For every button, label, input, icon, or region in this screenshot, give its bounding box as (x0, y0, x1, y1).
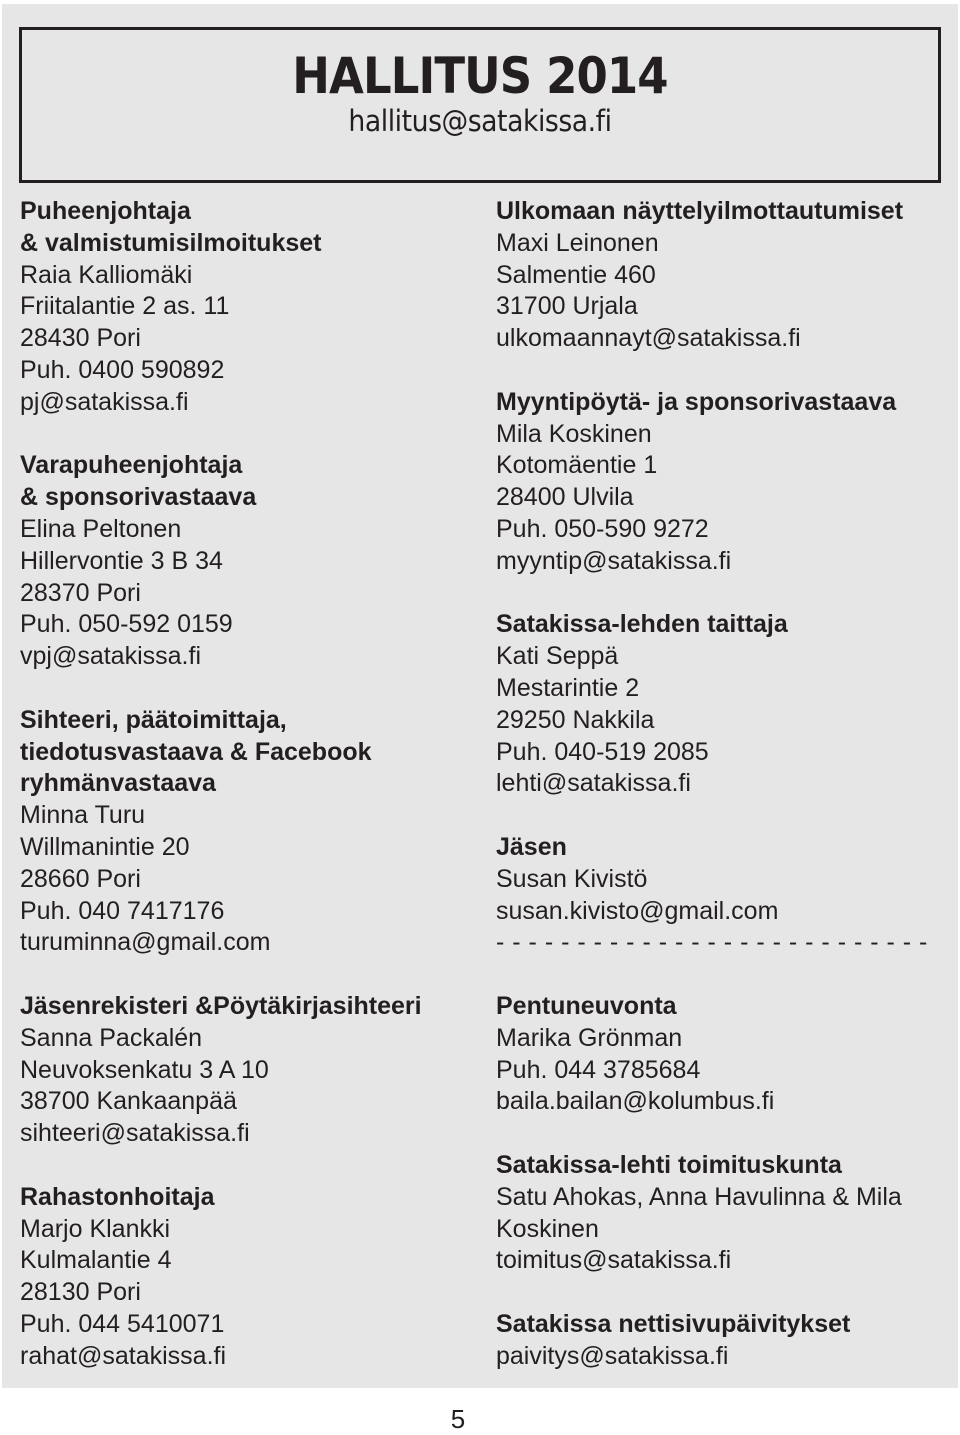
contact-email: paivitys@satakissa.fi (496, 1341, 729, 1370)
contact-city: 29250 Nakkila (496, 705, 655, 734)
contact-city: 28370 Pori (20, 578, 141, 607)
role-label: Rahastonhoitaja (20, 1182, 215, 1211)
contact-name: Elina Peltonen (20, 514, 182, 543)
contact-phone: Puh. 050-592 0159 (20, 610, 233, 639)
role-label: Satakissa nettisivupäivitykset (496, 1309, 851, 1338)
contact-layout-editor (496, 609, 936, 800)
contact-name: Marjo Klankki (20, 1214, 171, 1243)
contact-names: Satu Ahokas, Anna Havulinna & Mila (496, 1182, 902, 1211)
contact-chair (20, 196, 470, 419)
contact-name: Minna Turu (20, 801, 146, 830)
contact-vice-chair (20, 450, 470, 673)
role-label: Varapuheenjohtaja (20, 451, 243, 480)
role-label: tiedotusvastaava & Facebook (20, 737, 372, 766)
role-label: & sponsorivastaava (20, 483, 257, 512)
contact-name: Raia Kalliomäki (20, 260, 193, 289)
contact-street: Kotomäentie 1 (496, 451, 658, 480)
contact-city: 28430 Pori (20, 324, 141, 353)
contact-street: Salmentie 460 (496, 260, 656, 289)
contact-editorial-board (496, 1150, 936, 1277)
contact-name: Maxi Leinonen (496, 228, 659, 257)
contact-street: Kulmalantie 4 (20, 1246, 172, 1275)
header-box (19, 27, 941, 183)
contact-city: 28660 Pori (20, 864, 141, 893)
role-label: Satakissa-lehti toimituskunta (496, 1150, 842, 1179)
contact-name: Marika Grönman (496, 1023, 683, 1052)
contact-email: susan.kivisto@gmail.com (496, 896, 779, 925)
contact-phone: Puh. 044 3785684 (496, 1055, 701, 1084)
contact-name: Mila Koskinen (496, 419, 652, 448)
contact-city: 31700 Urjala (496, 292, 638, 321)
contact-name: Kati Seppä (496, 642, 619, 671)
role-label: Myyntipöytä- ja sponsorivastaava (496, 387, 897, 416)
role-label: Pentuneuvonta (496, 991, 677, 1020)
role-label: Sihteeri, päätoimittaja, (20, 705, 287, 734)
contact-street: Neuvoksenkatu 3 A 10 (20, 1055, 269, 1084)
contact-street: Friitalantie 2 as. 11 (20, 292, 230, 321)
contact-names: Koskinen (496, 1214, 599, 1243)
contact-city: 28130 Pori (20, 1278, 141, 1307)
role-label: Ulkomaan näyttelyilmottautumiset (496, 197, 904, 225)
contact-street: Mestarintie 2 (496, 673, 640, 702)
role-label: Satakissa-lehden taittaja (496, 610, 788, 639)
role-label: Puheenjohtaja (20, 197, 191, 225)
contact-sales (496, 387, 936, 578)
contact-name: Sanna Packalén (20, 1023, 203, 1052)
contact-email: myyntip@satakissa.fi (496, 546, 732, 575)
contact-kitten-advice (496, 991, 936, 1118)
role-label: Jäsen (496, 832, 567, 861)
page-number: 5 (450, 1404, 466, 1434)
contact-phone: Puh. 050-590 9272 (496, 514, 709, 543)
contact-secretary (20, 705, 470, 959)
contact-phone: Puh. 040 7417176 (20, 896, 225, 925)
contact-email: vpj@satakissa.fi (20, 642, 201, 671)
right-column (496, 196, 936, 1372)
dashed-divider: - - - - - - - - - - - - - - - - - - - - - - - - - - - (496, 928, 928, 957)
contact-email: baila.bailan@kolumbus.fi (496, 1087, 775, 1116)
role-label: & valmistumisilmoitukset (20, 228, 322, 257)
contact-website-updates (496, 1309, 936, 1373)
contact-phone: Puh. 040-519 2085 (496, 737, 709, 766)
contact-foreign-shows (496, 196, 936, 355)
contact-email: lehti@satakissa.fi (496, 769, 691, 798)
page-title: HALLITUS 2014 (292, 47, 668, 105)
contact-email: sihteeri@satakissa.fi (20, 1119, 250, 1148)
contact-email: toimitus@satakissa.fi (496, 1246, 732, 1275)
contact-phone: Puh. 044 5410071 (20, 1309, 225, 1338)
contact-treasurer (20, 1182, 470, 1373)
role-label: Jäsenrekisteri &Pöytäkirjasihteeri (20, 991, 422, 1020)
contact-city: 38700 Kankaanpää (20, 1087, 237, 1116)
contact-email: turuminna@gmail.com (20, 928, 271, 957)
contact-member (496, 832, 936, 927)
contact-street: Hillervontie 3 B 34 (20, 546, 223, 575)
contact-email: pj@satakissa.fi (20, 387, 189, 416)
contact-phone: Puh. 0400 590892 (20, 355, 225, 384)
contact-email: ulkomaannayt@satakissa.fi (496, 324, 801, 353)
contact-name: Susan Kivistö (496, 864, 648, 893)
contact-city: 28400 Ulvila (496, 483, 634, 512)
header-email: hallitus@satakissa.fi (348, 104, 612, 138)
role-label: ryhmänvastaava (20, 769, 216, 798)
contact-street: Willmanintie 20 (20, 832, 190, 861)
contact-registry (20, 991, 470, 1150)
left-column (20, 196, 470, 1372)
contact-email: rahat@satakissa.fi (20, 1341, 227, 1370)
